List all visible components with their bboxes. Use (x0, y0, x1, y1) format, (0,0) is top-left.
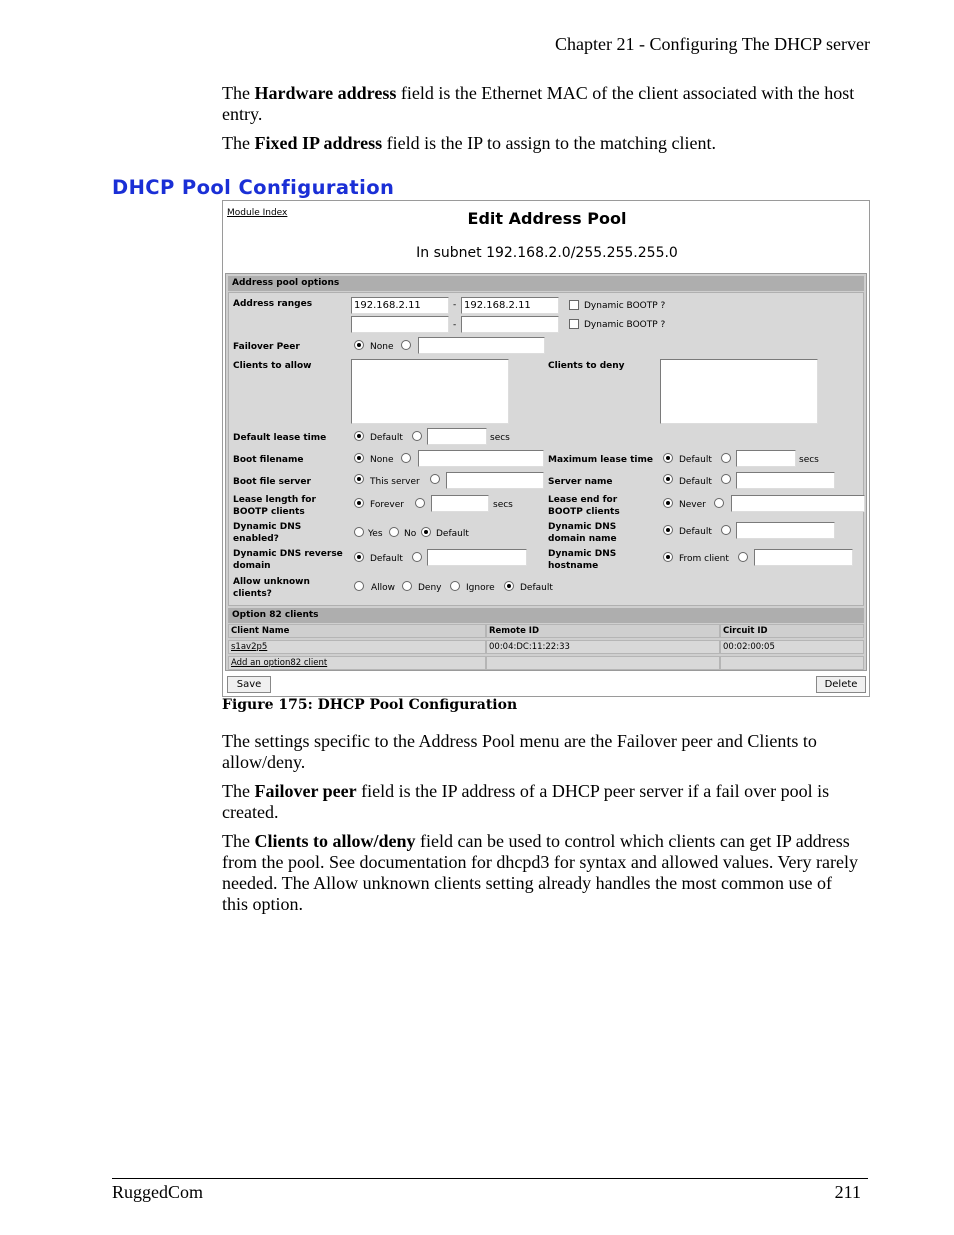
unknown-default-label: Default (520, 583, 553, 593)
lease-bootp-forever-label: Forever (370, 500, 404, 510)
dynamic-bootp-checkbox-2[interactable] (569, 319, 579, 329)
add-row-empty-2 (720, 656, 864, 670)
dynamic-bootp-label-1: Dynamic BOOTP ? (584, 301, 666, 311)
page-number: 211 (834, 1182, 861, 1202)
dynamic-bootp-checkbox-1[interactable] (569, 300, 579, 310)
ddns-reverse-custom-radio[interactable] (412, 552, 422, 562)
boot-filename-none-label: None (370, 455, 394, 465)
boot-server-label: Boot file server (233, 477, 311, 487)
col-client-name: Client Name (228, 624, 486, 638)
max-lease-label: Maximum lease time (548, 455, 653, 465)
unknown-allow-label: Allow (371, 583, 396, 593)
lease-end-label: Lease end for BOOTP clients (548, 495, 620, 517)
figure-caption: Figure 175: DHCP Pool Configuration (222, 697, 518, 713)
failover-none-radio[interactable] (354, 340, 364, 350)
failover-custom-radio[interactable] (401, 340, 411, 350)
row-client-name-link[interactable]: s1av2p5 (228, 640, 486, 654)
clients-allow-textarea[interactable] (351, 359, 509, 424)
ddns-domain-default-label: Default (679, 527, 712, 537)
failover-peer-input[interactable] (418, 337, 545, 354)
settings-paragraph: The settings specific to the Address Pool menu are the Failover peer and Clients to allow/deny. (222, 731, 817, 772)
default-lease-default-label: Default (370, 433, 403, 443)
unknown-default-radio[interactable] (504, 581, 514, 591)
lease-bootp-secs: secs (493, 500, 513, 510)
max-lease-input[interactable] (736, 450, 796, 467)
row-circuit-id: 00:02:00:05 (720, 640, 864, 654)
default-lease-input[interactable] (427, 428, 487, 445)
lease-bootp-forever-radio[interactable] (354, 498, 364, 508)
default-lease-label: Default lease time (233, 433, 327, 443)
default-lease-custom-radio[interactable] (412, 431, 422, 441)
ddns-host-label: Dynamic DNS hostname (548, 549, 617, 571)
clients-deny-textarea[interactable] (660, 359, 818, 424)
ddns-yes-label: Yes (368, 529, 383, 539)
ddns-reverse-default-label: Default (370, 554, 403, 564)
dynamic-bootp-label-2: Dynamic BOOTP ? (584, 320, 666, 330)
default-lease-default-radio[interactable] (354, 431, 364, 441)
ddns-domain-label: Dynamic DNS domain name (548, 522, 617, 544)
boot-filename-custom-radio[interactable] (401, 453, 411, 463)
boot-server-input[interactable] (446, 472, 544, 489)
lease-end-input[interactable] (731, 495, 865, 512)
ddns-default-label: Default (436, 529, 469, 539)
ddns-reverse-default-radio[interactable] (354, 552, 364, 562)
section-title: DHCP Pool Configuration (112, 176, 395, 199)
ddns-host-custom-radio[interactable] (738, 552, 748, 562)
ddns-reverse-input[interactable] (427, 549, 527, 566)
ddns-host-client-label: From client (679, 554, 729, 564)
edit-title: Edit Address Pool (467, 209, 627, 228)
fixed-ip-paragraph: The Fixed IP address field is the IP to assign to the matching client. (222, 133, 716, 153)
module-index-link[interactable]: Module Index (227, 208, 288, 218)
ddns-domain-input[interactable] (736, 522, 835, 539)
ddns-default-radio[interactable] (421, 527, 431, 537)
options-header: Address pool options (228, 276, 864, 291)
boot-filename-none-radio[interactable] (354, 453, 364, 463)
lease-bootp-custom-radio[interactable] (415, 498, 425, 508)
range1-end-input[interactable]: 192.168.2.11 (461, 297, 559, 314)
options-body (228, 292, 864, 606)
boot-filename-input[interactable] (418, 450, 544, 467)
add-option82-link[interactable]: Add an option82 client (228, 656, 486, 670)
default-lease-secs: secs (490, 433, 510, 443)
footer-company: RuggedCom (112, 1182, 204, 1202)
col-remote-id: Remote ID (486, 624, 720, 638)
row-remote-id: 00:04:DC:11:22:33 (486, 640, 720, 654)
range2-end-input[interactable] (461, 316, 559, 333)
save-button[interactable]: Save (227, 676, 271, 693)
max-lease-secs: secs (799, 455, 819, 465)
server-name-input[interactable] (736, 472, 835, 489)
footer-divider (112, 1178, 868, 1179)
max-lease-default-radio[interactable] (663, 453, 673, 463)
failover-peer-label: Failover Peer (233, 342, 300, 352)
range2-dash: - (453, 320, 457, 330)
range2-start-input[interactable] (351, 316, 449, 333)
address-ranges-label: Address ranges (233, 299, 313, 309)
lease-end-never-radio[interactable] (663, 498, 673, 508)
boot-server-this-radio[interactable] (354, 474, 364, 484)
ddns-domain-custom-radio[interactable] (721, 525, 731, 535)
dhcp-pool-screenshot (222, 200, 870, 697)
pool-options-panel (225, 273, 867, 671)
chapter-header: Chapter 21 - Configuring The DHCP server (555, 34, 870, 54)
edit-subtitle: In subnet 192.168.2.0/255.255.255.0 (416, 245, 678, 261)
range1-dash: - (453, 300, 457, 310)
boot-filename-label: Boot filename (233, 455, 304, 465)
clients-deny-label: Clients to deny (548, 361, 625, 371)
max-lease-custom-radio[interactable] (721, 453, 731, 463)
ddns-no-label: No (404, 529, 417, 539)
allow-unknown-label: Allow unknown clients? (233, 577, 310, 599)
lease-end-custom-radio[interactable] (714, 498, 724, 508)
server-name-default-radio[interactable] (663, 474, 673, 484)
failover-paragraph: The Failover peer field is the IP address of a DHCP peer server if a fail over pool is created. (222, 781, 830, 822)
ddns-yes-radio[interactable] (354, 527, 364, 537)
lease-end-never-label: Never (679, 500, 706, 510)
clients-allow-label: Clients to allow (233, 361, 312, 371)
ddns-enabled-label: Dynamic DNS enabled? (233, 522, 302, 544)
boot-server-custom-radio[interactable] (430, 474, 440, 484)
boot-server-this-label: This server (370, 477, 420, 487)
unknown-ignore-label: Ignore (466, 583, 495, 593)
add-row-empty-1 (486, 656, 720, 670)
ddns-no-radio[interactable] (389, 527, 399, 537)
lease-bootp-label: Lease length for BOOTP clients (233, 495, 316, 517)
delete-button[interactable]: Delete (816, 676, 866, 693)
option82-header: Option 82 clients (228, 608, 864, 623)
ddns-domain-default-radio[interactable] (663, 525, 673, 535)
server-name-default-label: Default (679, 477, 712, 487)
range1-start-input[interactable]: 192.168.2.11 (351, 297, 449, 314)
ddns-host-client-radio[interactable] (663, 552, 673, 562)
server-name-label: Server name (548, 477, 613, 487)
server-name-custom-radio[interactable] (721, 474, 731, 484)
ddns-reverse-label: Dynamic DNS reverse domain (233, 549, 343, 571)
unknown-deny-radio[interactable] (402, 581, 412, 591)
ddns-host-input[interactable] (754, 549, 853, 566)
unknown-ignore-radio[interactable] (450, 581, 460, 591)
lease-bootp-input[interactable] (431, 495, 489, 512)
failover-none-label: None (370, 342, 394, 352)
max-lease-default-label: Default (679, 455, 712, 465)
col-circuit-id: Circuit ID (720, 624, 864, 638)
unknown-allow-radio[interactable] (354, 581, 364, 591)
clients-paragraph: The Clients to allow/deny field can be used to control which clients can get IP address from the pool. See documentation for dhcpd3 for syntax and allowed values. Very rarely needed. The Allow unknown clients setting already handles the most common use of this option. (222, 831, 858, 914)
unknown-deny-label: Deny (418, 583, 442, 593)
hardware-address-paragraph: The Hardware address field is the Ethernet MAC of the client associated with the host entry. (222, 83, 855, 124)
